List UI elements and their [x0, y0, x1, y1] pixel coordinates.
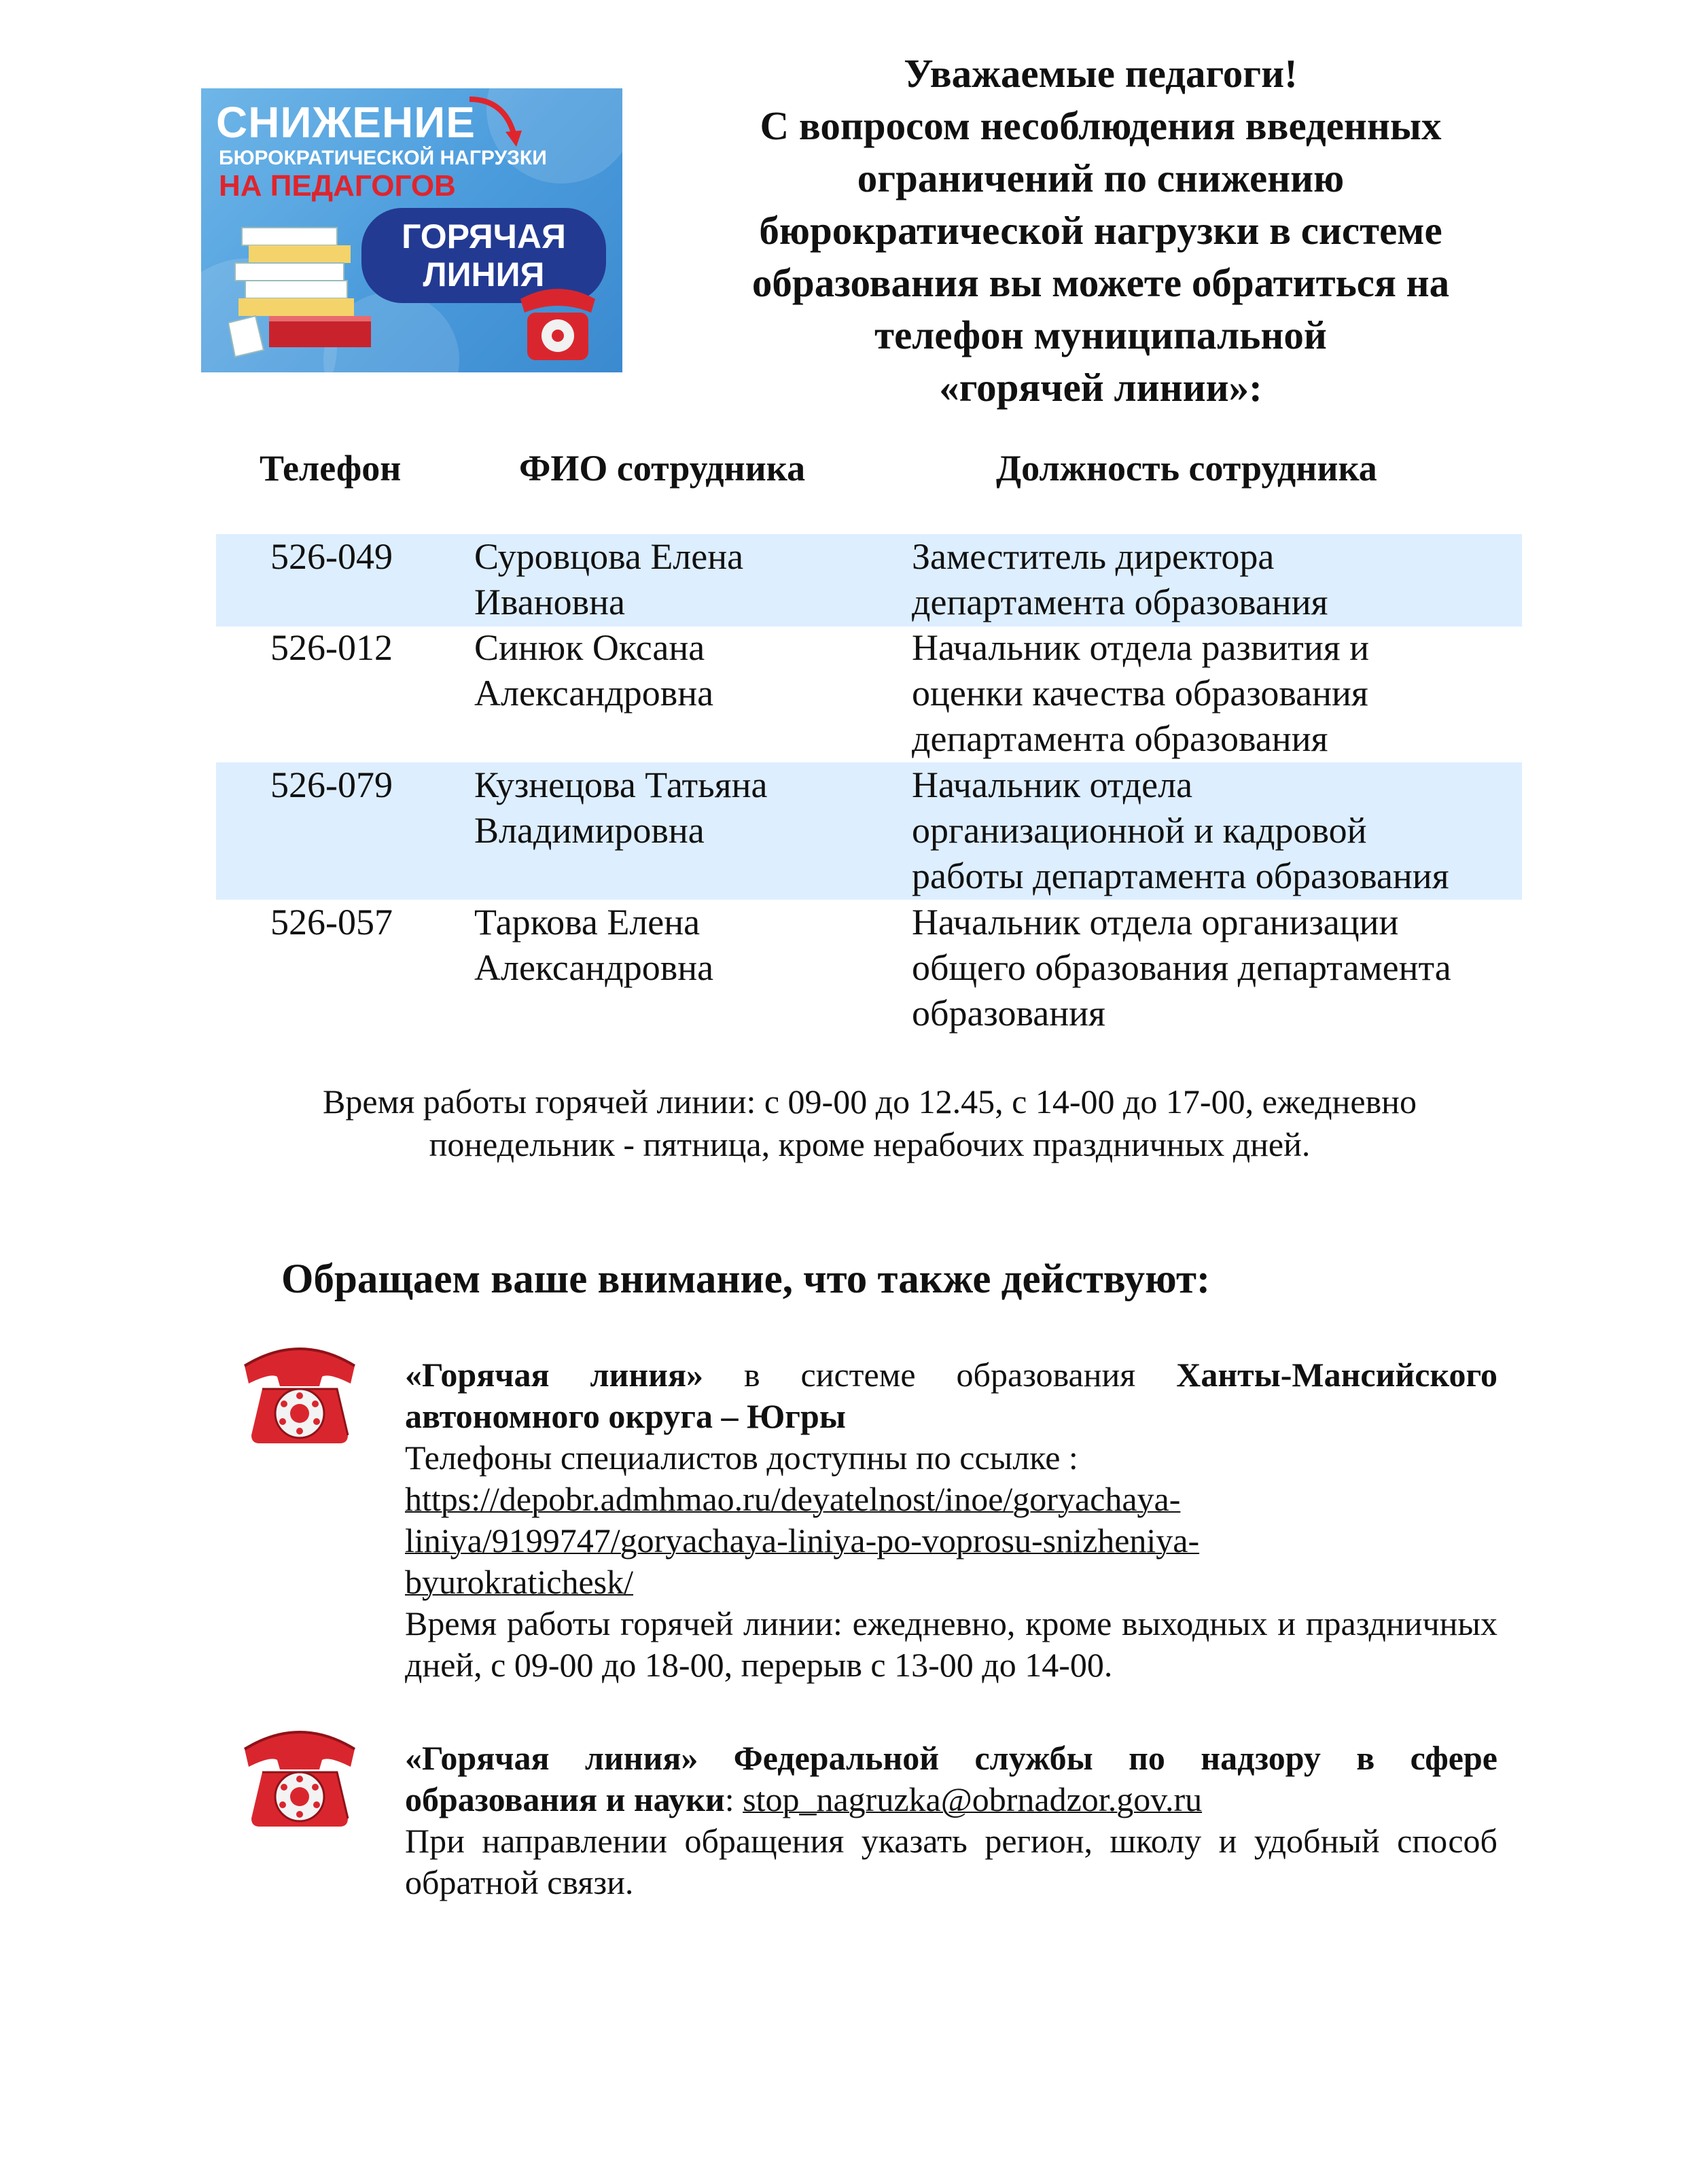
position-line: образования — [912, 993, 1105, 1034]
books-icon — [228, 221, 385, 364]
telephone-icon — [235, 1336, 364, 1449]
cell-name — [474, 534, 855, 625]
cell-name — [474, 900, 855, 991]
col-header-position: Должность сотрудника — [996, 448, 1377, 489]
federal-note: При направлении обращения указать регион, школу и удобный способ обратной связи. — [405, 1822, 1497, 1901]
phones-text: Телефоны специалистов доступны по ссылке : — [405, 1439, 1078, 1477]
cell-position — [912, 900, 1523, 1036]
colon: : — [724, 1780, 743, 1818]
position-line: Начальник отдела организации — [912, 902, 1399, 943]
cell-position — [912, 534, 1523, 625]
hotline-regional — [405, 1354, 1497, 1686]
name-line: Синюк Оксана — [474, 627, 705, 668]
name-line: Александровна — [474, 947, 714, 988]
arrow-icon — [466, 92, 527, 154]
heading-line: С вопросом несоблюдения введенных — [760, 103, 1442, 148]
heading-line: Уважаемые педагоги! — [904, 51, 1298, 96]
position-line: Заместитель директора — [912, 536, 1275, 577]
cell-phone: 526-049 — [270, 536, 393, 577]
position-line: организационной и кадровой — [912, 810, 1367, 851]
regional-hours: Время работы горячей линии: ежедневно, кроме выходных и праздничных дней, с 09-00 до 18-00, перерыв с 13-00 до 14-00. — [405, 1604, 1497, 1684]
col-header-name: ФИО сотрудника — [519, 448, 806, 489]
heading-line: телефон муниципальной — [874, 313, 1327, 357]
cell-phone: 526-079 — [270, 764, 393, 805]
cell-position — [912, 625, 1523, 762]
email-link[interactable]: stop_nagruzka@obrnadzor.gov.ru — [743, 1780, 1203, 1818]
position-line: департамента образования — [912, 718, 1328, 759]
link-line[interactable]: byurokratichesk/ — [405, 1563, 634, 1601]
pill-line-1: ГОРЯЧАЯ — [402, 217, 566, 256]
cell-phone: 526-012 — [270, 627, 393, 668]
position-line: Начальник отдела развития и — [912, 627, 1369, 668]
telephone-icon — [235, 1719, 364, 1832]
cell-position — [912, 762, 1523, 899]
cell-phone: 526-057 — [270, 902, 393, 943]
name-line: Суровцова Елена — [474, 536, 744, 577]
name-line: Ивановна — [474, 582, 626, 622]
name-line: Александровна — [474, 673, 714, 714]
banner-subtitle-red: НА ПЕДАГОГОВ — [219, 169, 456, 202]
cell-name — [474, 762, 855, 853]
pill-line-2: ЛИНИЯ — [423, 256, 545, 294]
position-line: общего образования департамента — [912, 947, 1451, 988]
name-line: Кузнецова Татьяна — [474, 764, 768, 805]
hours-line: понедельник - пятница, кроме нерабочих праздничных дней. — [429, 1125, 1311, 1163]
heading-line: ограничений по снижению — [857, 156, 1345, 200]
hotline-banner — [201, 88, 622, 372]
position-line: работы департамента образования — [912, 856, 1449, 896]
position-line: Начальник отдела — [912, 764, 1193, 805]
telephone-icon — [507, 279, 609, 367]
hotline-regional-title — [405, 1354, 1497, 1437]
hotline-hours — [231, 1080, 1508, 1166]
table-row — [216, 625, 1522, 762]
link-line[interactable]: https://depobr.admhmao.ru/deyatelnost/inoe/goryachaya- — [405, 1480, 1181, 1518]
hotline-federal — [405, 1738, 1497, 1903]
federal-service-name: «Горячая линия» Федеральной службы по надзору в сфере образования и науки — [405, 1739, 1497, 1818]
hotline-mid-text: в системе образования — [703, 1356, 1177, 1394]
table-row — [216, 900, 1522, 1037]
heading-line: «горячей линии»: — [939, 365, 1262, 410]
hotline-label: «Горячая линия» — [405, 1356, 704, 1394]
attention-heading: Обращаем ваше внимание, что также действуют: — [281, 1256, 1211, 1302]
name-line: Таркова Елена — [474, 902, 700, 943]
hours-line: Время работы горячей линии: с 09-00 до 12.45, с 14-00 до 17-00, ежедневно — [323, 1082, 1417, 1121]
col-header-phone: Телефон — [260, 448, 402, 489]
banner-title: СНИЖЕНИЕ — [216, 98, 476, 147]
link-line[interactable]: liniya/9199747/goryachaya-liniya-po-voprosu-snizheniya- — [405, 1521, 1200, 1560]
table-row — [216, 534, 1522, 627]
table-row — [216, 762, 1522, 900]
name-line: Владимировна — [474, 810, 705, 851]
page-heading — [679, 48, 1522, 414]
heading-line: бюрократической нагрузки в системе — [759, 208, 1442, 253]
heading-line: образования вы можете обратиться на — [751, 260, 1450, 305]
cell-name — [474, 625, 855, 716]
hotline-region: Ханты-Мансийского автономного округа – Югры — [405, 1356, 1497, 1435]
position-line: департамента образования — [912, 582, 1328, 622]
hotline-link[interactable] — [405, 1479, 1497, 1603]
position-line: оценки качества образования — [912, 673, 1368, 714]
hotline-federal-title — [405, 1738, 1497, 1820]
banner-subtitle: БЮРОКРАТИЧЕСКОЙ НАГРУЗКИ — [219, 147, 547, 169]
